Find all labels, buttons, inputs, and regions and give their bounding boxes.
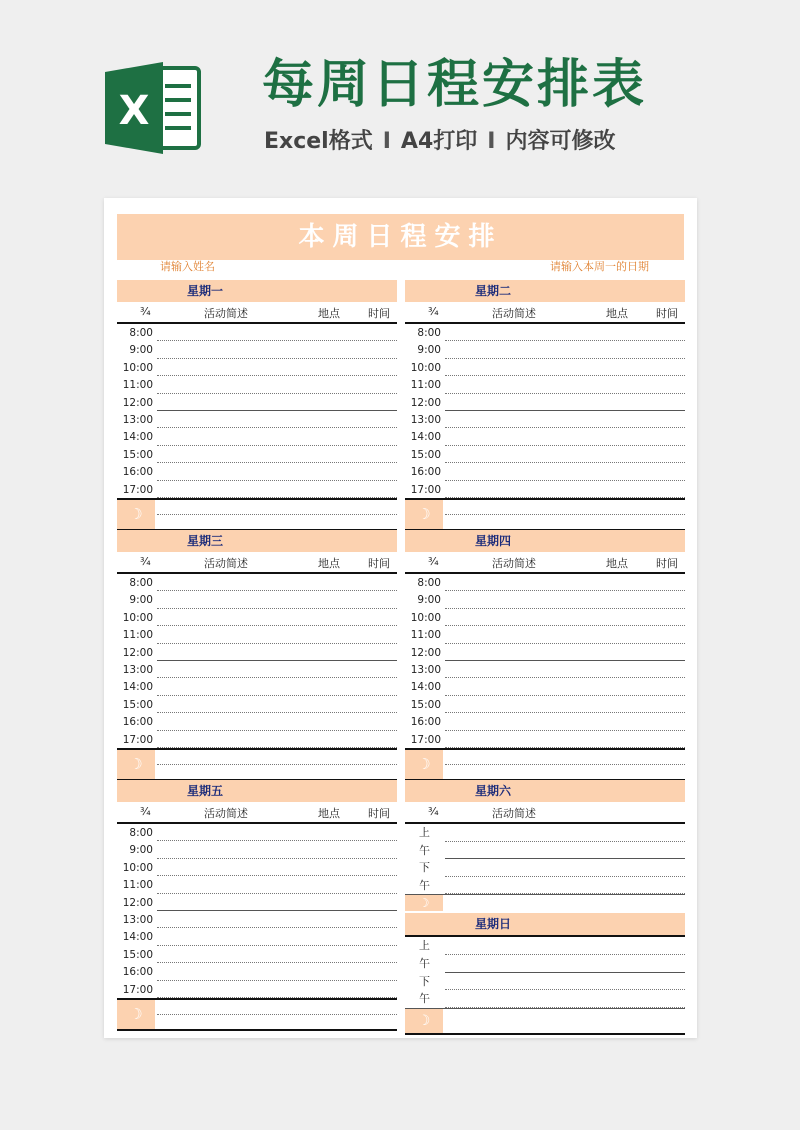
day-title-sunday: 星期日: [405, 913, 685, 935]
time-slot-row[interactable]: [117, 359, 397, 376]
time-slot-row[interactable]: [117, 428, 397, 445]
col-description: 活动简述: [204, 557, 248, 570]
time-label: 17:00: [410, 733, 441, 746]
moon-icon: ☽: [405, 500, 443, 529]
time-label: 16:00: [122, 716, 153, 729]
day-block-weekend: [405, 780, 685, 1035]
col-description: 活动简述: [492, 557, 536, 570]
col-description: 活动简述: [204, 307, 248, 320]
col-time: 时间: [368, 557, 390, 570]
moon-icon: ☽: [117, 750, 155, 779]
column-header-row: [117, 552, 397, 574]
weekend-label: 下: [419, 974, 430, 988]
time-label: 8:00: [129, 577, 153, 589]
subtitle-editable: 内容可修改: [505, 129, 616, 154]
time-label: 12:00: [122, 396, 153, 409]
time-slot-row[interactable]: [117, 696, 397, 713]
sat-row[interactable]: [405, 859, 685, 877]
time-label: 17:00: [410, 483, 441, 496]
time-label: 12:00: [410, 646, 441, 659]
time-slot-row[interactable]: [117, 574, 397, 591]
col-location: 地点: [318, 307, 340, 320]
time-label: 15:00: [122, 948, 153, 961]
evening-row[interactable]: [405, 498, 685, 531]
subtitle-print: A4打印: [400, 129, 478, 154]
column-header-row: [405, 802, 685, 824]
time-slot-row[interactable]: [117, 609, 397, 626]
sat-evening-row[interactable]: [405, 894, 685, 911]
day-block-wednesday: [117, 530, 397, 781]
day-block-friday: [117, 780, 397, 1031]
name-input-hint[interactable]: 请输入姓名: [160, 260, 215, 273]
day-title-tue: 星期二: [405, 280, 685, 302]
time-slot-row[interactable]: [405, 324, 685, 341]
time-label: 9:00: [129, 344, 153, 357]
time-label: 16:00: [122, 966, 153, 979]
time-slot-row[interactable]: [405, 376, 685, 393]
sun-row[interactable]: [405, 937, 685, 955]
time-label: 11:00: [122, 629, 153, 642]
time-slot-row[interactable]: [117, 981, 397, 998]
time-slot-row[interactable]: [117, 394, 397, 411]
time-label: 13:00: [410, 413, 441, 426]
col-location: 地点: [606, 307, 628, 320]
time-label: 10:00: [410, 361, 441, 374]
time-slot-row[interactable]: [405, 574, 685, 591]
column-header-row: [117, 302, 397, 324]
col-description: 活动简述: [204, 807, 248, 820]
moon-icon: ☽: [117, 1000, 155, 1029]
evening-row[interactable]: [117, 998, 397, 1031]
time-slot-row[interactable]: [117, 963, 397, 980]
moon-icon: ☽: [405, 895, 443, 911]
col-quarter: ¾: [428, 555, 439, 568]
evening-row[interactable]: [405, 748, 685, 781]
day-title-wed: 星期三: [117, 530, 397, 552]
time-label: 8:00: [417, 577, 441, 589]
col-description: 活动简述: [492, 807, 536, 820]
col-time: 时间: [656, 557, 678, 570]
weekend-label: 午: [419, 956, 430, 970]
time-slot-row[interactable]: [117, 946, 397, 963]
col-location: 地点: [318, 557, 340, 570]
column-header-row: [405, 302, 685, 324]
time-slot-row[interactable]: [405, 359, 685, 376]
time-slot-row[interactable]: [405, 661, 685, 678]
time-slot-row[interactable]: [117, 341, 397, 358]
time-slot-row[interactable]: [405, 394, 685, 411]
time-label: 13:00: [122, 413, 153, 426]
time-slot-row[interactable]: [405, 696, 685, 713]
time-label: 12:00: [122, 896, 153, 909]
time-label: 14:00: [122, 931, 153, 944]
time-label: 11:00: [122, 879, 153, 892]
time-label: 13:00: [122, 663, 153, 676]
time-label: 17:00: [122, 483, 153, 496]
time-slot-row[interactable]: [405, 644, 685, 661]
time-slot-row[interactable]: [117, 824, 397, 841]
col-quarter: ¾: [140, 555, 151, 568]
time-slot-row[interactable]: [117, 713, 397, 730]
time-label: 10:00: [122, 611, 153, 624]
time-label: 14:00: [410, 431, 441, 444]
time-slot-row[interactable]: [117, 894, 397, 911]
excel-logo-letter: X: [118, 88, 150, 134]
time-label: 11:00: [410, 379, 441, 392]
time-label: 8:00: [129, 327, 153, 339]
moon-icon: ☽: [405, 750, 443, 779]
time-label: 15:00: [122, 698, 153, 711]
excel-logo-icon: [103, 58, 203, 158]
time-slot-row[interactable]: [117, 876, 397, 893]
evening-row[interactable]: [117, 748, 397, 781]
time-slot-row[interactable]: [117, 446, 397, 463]
sheet-banner: 本周日程安排: [117, 214, 684, 260]
sat-row[interactable]: [405, 842, 685, 860]
time-slot-row[interactable]: [405, 591, 685, 608]
time-label: 9:00: [417, 344, 441, 357]
time-slot-row[interactable]: [405, 481, 685, 498]
time-label: 15:00: [122, 448, 153, 461]
col-quarter: ¾: [140, 305, 151, 318]
time-label: 12:00: [122, 646, 153, 659]
sun-row[interactable]: [405, 990, 685, 1008]
time-slot-row[interactable]: [117, 661, 397, 678]
col-time: 时间: [368, 307, 390, 320]
subtitle-format: Excel格式: [264, 129, 373, 154]
subtitle-separator: I: [382, 129, 391, 154]
time-label: 15:00: [410, 698, 441, 711]
time-slot-row[interactable]: [405, 731, 685, 748]
time-label: 13:00: [410, 663, 441, 676]
time-label: 14:00: [122, 681, 153, 694]
sun-row[interactable]: [405, 955, 685, 973]
evening-row[interactable]: [117, 498, 397, 531]
day-title-mon: 星期一: [117, 280, 397, 302]
day-block-thursday: [405, 530, 685, 781]
weekend-label: 午: [419, 878, 430, 892]
time-label: 16:00: [410, 716, 441, 729]
col-description: 活动简述: [492, 307, 536, 320]
col-location: 地点: [606, 557, 628, 570]
time-label: 11:00: [410, 629, 441, 642]
time-slot-row[interactable]: [405, 713, 685, 730]
time-label: 9:00: [129, 844, 153, 857]
weekend-label: 上: [419, 826, 430, 839]
time-label: 8:00: [129, 827, 153, 839]
col-quarter: ¾: [428, 805, 439, 818]
weekend-label: 上: [419, 939, 430, 953]
col-time: 时间: [368, 807, 390, 820]
time-slot-row[interactable]: [117, 481, 397, 498]
time-label: 11:00: [122, 379, 153, 392]
time-slot-row[interactable]: [117, 678, 397, 695]
time-slot-row[interactable]: [117, 411, 397, 428]
time-label: 13:00: [122, 913, 153, 926]
time-slot-row[interactable]: [405, 446, 685, 463]
weekend-label: 午: [419, 843, 430, 857]
time-label: 17:00: [122, 983, 153, 996]
time-slot-row[interactable]: [405, 678, 685, 695]
sat-row[interactable]: [405, 877, 685, 895]
day-block-monday: [117, 280, 397, 531]
col-location: 地点: [318, 807, 340, 820]
time-label: 10:00: [410, 611, 441, 624]
moon-icon: ☽: [117, 500, 155, 529]
time-label: 9:00: [417, 594, 441, 607]
day-title-fri: 星期五: [117, 780, 397, 802]
day-block-tuesday: [405, 280, 685, 531]
time-label: 14:00: [410, 681, 441, 694]
date-input-hint[interactable]: 请输入本周一的日期: [550, 260, 649, 273]
time-label: 10:00: [122, 861, 153, 874]
time-slot-row[interactable]: [405, 609, 685, 626]
sun-row[interactable]: [405, 973, 685, 991]
col-quarter: ¾: [428, 305, 439, 318]
weekend-label: 午: [419, 992, 430, 1006]
column-header-row: [405, 552, 685, 574]
time-slot-row[interactable]: [405, 411, 685, 428]
time-label: 14:00: [122, 431, 153, 444]
page-title: 每周日程安排表: [262, 55, 648, 115]
time-label: 17:00: [122, 733, 153, 746]
sat-row[interactable]: [405, 824, 685, 842]
day-title-saturday: 星期六: [405, 780, 685, 802]
column-header-row: [117, 802, 397, 824]
time-slot-row[interactable]: [117, 731, 397, 748]
time-slot-row[interactable]: [405, 626, 685, 643]
time-slot-row[interactable]: [117, 928, 397, 945]
time-label: 12:00: [410, 396, 441, 409]
subtitle-separator: I: [487, 129, 496, 154]
time-slot-row[interactable]: [117, 324, 397, 341]
time-slot-row[interactable]: [117, 841, 397, 858]
moon-icon: ☽: [405, 1009, 443, 1033]
time-label: 16:00: [122, 466, 153, 479]
col-quarter: ¾: [140, 805, 151, 818]
day-title-thu: 星期四: [405, 530, 685, 552]
sun-evening-row[interactable]: [405, 1008, 685, 1035]
weekend-label: 下: [419, 861, 430, 875]
time-label: 15:00: [410, 448, 441, 461]
time-slot-row[interactable]: [405, 463, 685, 480]
time-slot-row[interactable]: [117, 591, 397, 608]
time-slot-row[interactable]: [117, 911, 397, 928]
time-slot-row[interactable]: [117, 376, 397, 393]
time-slot-row[interactable]: [405, 341, 685, 358]
time-label: 16:00: [410, 466, 441, 479]
time-slot-row[interactable]: [405, 428, 685, 445]
col-time: 时间: [656, 307, 678, 320]
time-label: 10:00: [122, 361, 153, 374]
schedule-sheet: [104, 198, 697, 1038]
time-slot-row[interactable]: [117, 859, 397, 876]
time-slot-row[interactable]: [117, 626, 397, 643]
time-slot-row[interactable]: [117, 644, 397, 661]
time-label: 8:00: [417, 327, 441, 339]
time-slot-row[interactable]: [117, 463, 397, 480]
page-subtitle: [264, 126, 615, 158]
time-label: 9:00: [129, 594, 153, 607]
